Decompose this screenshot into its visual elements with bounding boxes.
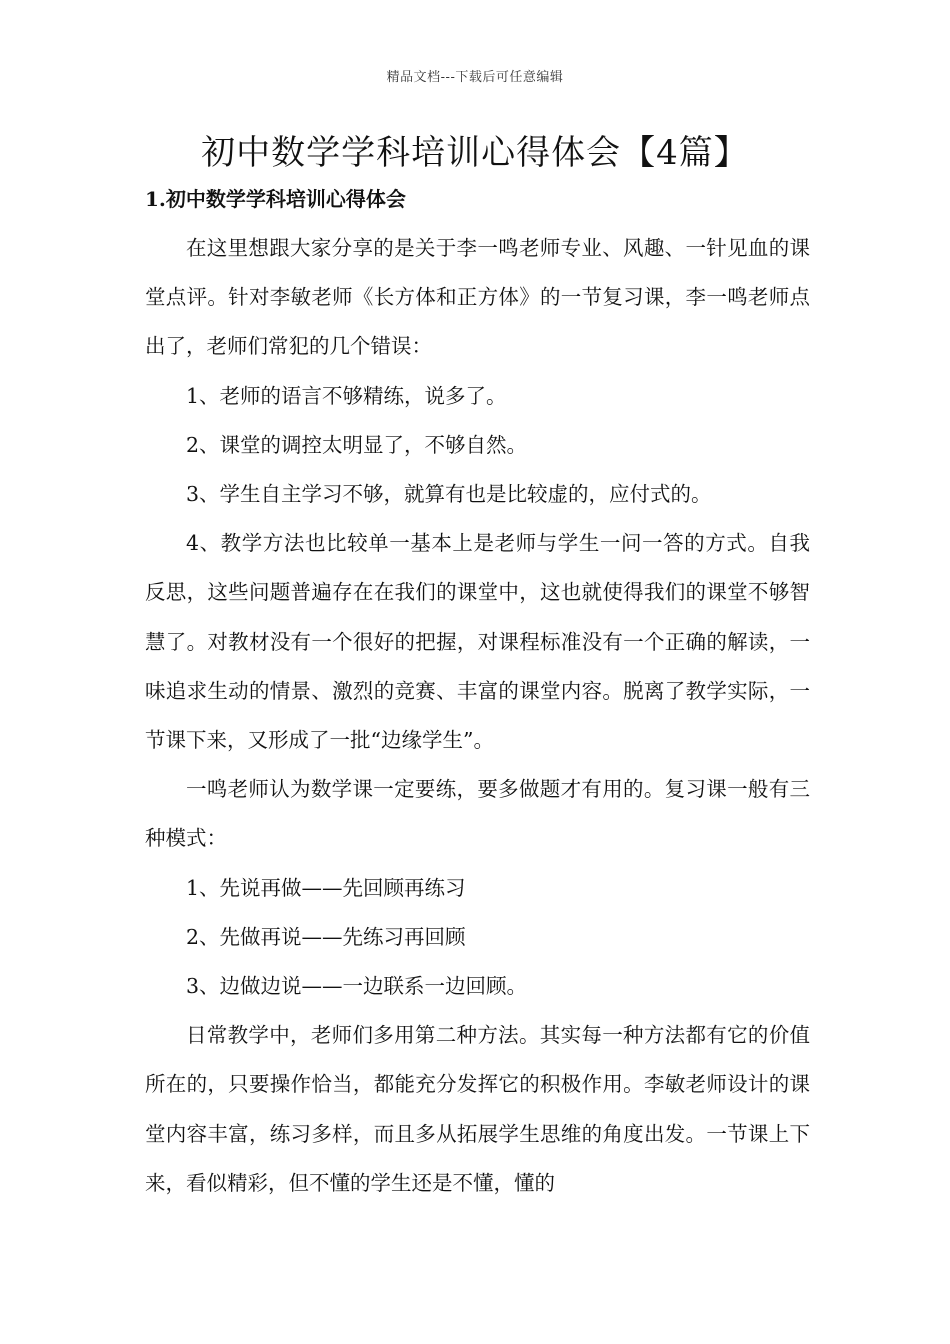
list-item-mode-1: 1、先说再做——先回顾再练习: [186, 875, 466, 900]
paragraph-intro: 在这里想跟大家分享的是关于李一鸣老师专业、风趣、一针见血的课堂点评。针对李敏老师《长方体和正方体》的一节复习课，李一鸣老师点出了，老师们常犯的几个错误：: [145, 236, 810, 359]
list-item-error-4: 4、教学方法也比较单一基本上是老师与学生一问一答的方式。自我反思，这些问题普遍存在在我们的课堂中，这也就使得我们的课堂不够智慧了。对教材没有一个很好的把握，对课程标准没有一个正确的解读，一味追求生动的情景、激烈的竞赛、丰富的课堂内容。脱离了教学实际，一节课下来，又形成了一批“边缘学生”。: [145, 531, 810, 753]
list-item-error-3: 3、学生自主学习不够，就算有也是比较虚的，应付式的。: [186, 482, 712, 507]
header-note: 精品文档---下载后可任意编辑: [386, 70, 564, 85]
list-item-error-1: 1、老师的语言不够精练，说多了。: [186, 383, 507, 408]
list-item-mode-2: 2、先做再说——先练习再回顾: [186, 924, 466, 949]
paragraph-review-modes: 一鸣老师认为数学课一定要练，要多做题才有用的。复习课一般有三种模式：: [145, 777, 810, 851]
document-body: [145, 224, 810, 1208]
section-heading: 1.初中数学学科培训心得体会: [145, 187, 406, 211]
paragraph-daily-teaching: 日常教学中，老师们多用第二种方法。其实每一种方法都有它的价值所在的，只要操作恰当，都能充分发挥它的积极作用。李敏老师设计的课堂内容丰富，练习多样，而且多从拓展学生思维的角度出发。一节课上下来，看似精彩，但不懂的学生还是不懂，懂的: [145, 1023, 810, 1195]
document-title: 初中数学学科培训心得体会【4篇】: [201, 133, 749, 173]
list-item-mode-3: 3、边做边说——一边联系一边回顾。: [186, 974, 528, 999]
list-item-error-2: 2、课堂的调控太明显了，不够自然。: [186, 432, 528, 457]
